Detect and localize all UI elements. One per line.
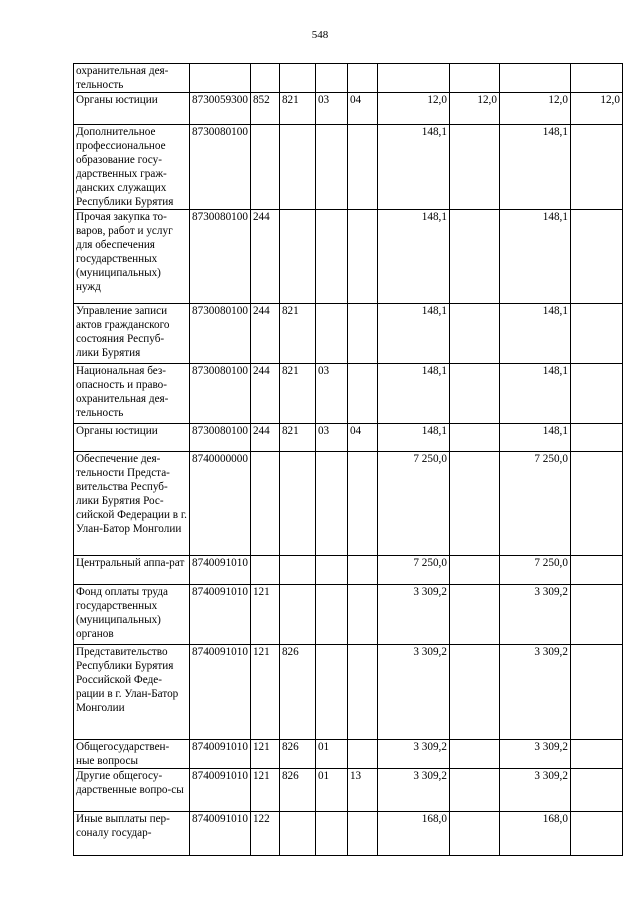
row-code: 8740091010	[190, 585, 251, 645]
table-row	[74, 210, 623, 304]
row-value-2	[449, 812, 499, 856]
row-name: Центральный аппа-рат	[74, 556, 190, 585]
row-value-4	[570, 740, 622, 769]
row-code: 8730059300	[190, 93, 251, 125]
row-value-2	[449, 452, 499, 556]
row-code: 8730080100	[190, 304, 251, 364]
row-ved	[279, 556, 315, 585]
row-value-1: 148,1	[377, 364, 449, 424]
row-kvr: 244	[250, 424, 279, 452]
row-code: 8730080100	[190, 364, 251, 424]
row-value-1: 7 250,0	[377, 452, 449, 556]
row-code: 8730080100	[190, 424, 251, 452]
table-row	[74, 64, 623, 93]
row-name: Фонд оплаты труда государственных (муниципальных) органов	[74, 585, 190, 645]
row-value-4	[570, 424, 622, 452]
row-value-2	[449, 210, 499, 304]
row-ved: 821	[279, 304, 315, 364]
row-pr	[347, 585, 377, 645]
row-code: 8740091010	[190, 556, 251, 585]
row-pr: 04	[347, 424, 377, 452]
row-value-2	[449, 364, 499, 424]
table-row	[74, 769, 623, 812]
table-row	[74, 452, 623, 556]
row-value-1: 3 309,2	[377, 740, 449, 769]
row-value-4: 12,0	[570, 93, 622, 125]
row-ved: 821	[279, 424, 315, 452]
row-code: 8740000000	[190, 452, 251, 556]
row-rz	[315, 64, 347, 93]
row-name: Органы юстиции	[74, 93, 190, 125]
row-value-3: 168,0	[499, 812, 570, 856]
row-name: Общегосударствен-ные вопросы	[74, 740, 190, 769]
row-value-3: 148,1	[499, 304, 570, 364]
row-pr	[347, 304, 377, 364]
table-row	[74, 364, 623, 424]
row-value-1: 168,0	[377, 812, 449, 856]
row-name: Иные выплаты пер-соналу государ-	[74, 812, 190, 856]
row-ved: 826	[279, 740, 315, 769]
row-code: 8740091010	[190, 645, 251, 740]
table-row	[74, 125, 623, 210]
table-row	[74, 304, 623, 364]
row-rz: 03	[315, 424, 347, 452]
row-value-1: 148,1	[377, 210, 449, 304]
row-value-4	[570, 64, 622, 93]
row-value-3: 148,1	[499, 364, 570, 424]
row-pr	[347, 210, 377, 304]
row-ved: 821	[279, 364, 315, 424]
table-row	[74, 585, 623, 645]
table-row	[74, 556, 623, 585]
row-rz: 03	[315, 93, 347, 125]
row-code: 8740091010	[190, 769, 251, 812]
row-rz	[315, 125, 347, 210]
row-rz: 01	[315, 769, 347, 812]
row-value-2	[449, 769, 499, 812]
row-value-2	[449, 740, 499, 769]
row-pr	[347, 556, 377, 585]
row-value-2	[449, 585, 499, 645]
row-value-3: 148,1	[499, 125, 570, 210]
row-value-4	[570, 210, 622, 304]
row-pr	[347, 364, 377, 424]
row-value-1	[377, 64, 449, 93]
table-row	[74, 93, 623, 125]
row-value-3: 3 309,2	[499, 645, 570, 740]
row-pr	[347, 812, 377, 856]
row-value-4	[570, 556, 622, 585]
row-value-1: 12,0	[377, 93, 449, 125]
row-name: охранительная дея-тельность	[74, 64, 190, 93]
row-value-4	[570, 585, 622, 645]
row-name: Представительство Республики Бурятия Российской Феде-рации в г. Улан-Батор Монголии	[74, 645, 190, 740]
row-value-1: 3 309,2	[377, 645, 449, 740]
row-ved	[279, 210, 315, 304]
row-value-3: 12,0	[499, 93, 570, 125]
row-ved: 826	[279, 645, 315, 740]
row-ved	[279, 452, 315, 556]
row-value-1: 148,1	[377, 304, 449, 364]
row-rz	[315, 556, 347, 585]
row-value-4	[570, 452, 622, 556]
row-value-4	[570, 645, 622, 740]
row-value-1: 7 250,0	[377, 556, 449, 585]
row-pr: 04	[347, 93, 377, 125]
row-value-1: 3 309,2	[377, 769, 449, 812]
row-kvr: 121	[250, 740, 279, 769]
row-value-4	[570, 304, 622, 364]
table-row	[74, 740, 623, 769]
row-value-3: 148,1	[499, 210, 570, 304]
row-ved	[279, 585, 315, 645]
row-pr: 13	[347, 769, 377, 812]
row-kvr: 852	[250, 93, 279, 125]
row-kvr	[250, 556, 279, 585]
row-value-3: 3 309,2	[499, 769, 570, 812]
row-value-3: 3 309,2	[499, 740, 570, 769]
row-rz	[315, 210, 347, 304]
row-rz	[315, 645, 347, 740]
row-value-2	[449, 64, 499, 93]
row-kvr: 244	[250, 210, 279, 304]
row-ved	[279, 812, 315, 856]
row-value-2	[449, 304, 499, 364]
row-value-2	[449, 125, 499, 210]
row-value-1: 148,1	[377, 125, 449, 210]
row-rz	[315, 452, 347, 556]
row-code: 8740091010	[190, 740, 251, 769]
row-value-4	[570, 125, 622, 210]
row-ved: 826	[279, 769, 315, 812]
row-kvr: 121	[250, 585, 279, 645]
row-name: Управление записи актов гражданского состояния Респуб-лики Бурятия	[74, 304, 190, 364]
row-kvr: 121	[250, 645, 279, 740]
row-name: Обеспечение дея-тельности Предста-вительства Респуб-лики Бурятия Рос-сийской Федерации в г. Улан-Батор Монголии	[74, 452, 190, 556]
row-value-1: 148,1	[377, 424, 449, 452]
row-kvr: 121	[250, 769, 279, 812]
budget-table	[73, 63, 623, 856]
row-name: Органы юстиции	[74, 424, 190, 452]
row-value-3: 3 309,2	[499, 585, 570, 645]
row-value-2	[449, 424, 499, 452]
row-code: 8730080100	[190, 125, 251, 210]
row-pr	[347, 125, 377, 210]
row-value-3: 148,1	[499, 424, 570, 452]
row-name: Дополнительное профессиональное образование госу-дарственных граж-данских служащих Республики Бурятия	[74, 125, 190, 210]
page-number: 548	[311, 29, 329, 41]
row-value-2	[449, 556, 499, 585]
row-rz	[315, 304, 347, 364]
row-value-3: 7 250,0	[499, 556, 570, 585]
row-rz	[315, 812, 347, 856]
row-kvr: 122	[250, 812, 279, 856]
row-kvr	[250, 452, 279, 556]
row-pr	[347, 740, 377, 769]
row-pr	[347, 64, 377, 93]
row-value-2	[449, 645, 499, 740]
row-kvr: 244	[250, 364, 279, 424]
row-name: Национальная без-опасность и право-охранительная дея-тельность	[74, 364, 190, 424]
row-value-2: 12,0	[449, 93, 499, 125]
row-ved	[279, 125, 315, 210]
row-pr	[347, 645, 377, 740]
row-value-1: 3 309,2	[377, 585, 449, 645]
table-row	[74, 645, 623, 740]
row-kvr	[250, 64, 279, 93]
row-ved	[279, 64, 315, 93]
row-rz	[315, 585, 347, 645]
row-name: Прочая закупка то-варов, работ и услуг для обеспечения государственных (муниципальных) нужд	[74, 210, 190, 304]
row-value-4	[570, 769, 622, 812]
row-code	[190, 64, 251, 93]
row-code: 8730080100	[190, 210, 251, 304]
table-row	[74, 812, 623, 856]
row-kvr	[250, 125, 279, 210]
row-rz: 01	[315, 740, 347, 769]
row-value-4	[570, 364, 622, 424]
row-value-3	[499, 64, 570, 93]
row-name: Другие общегосу-дарственные вопро-сы	[74, 769, 190, 812]
row-value-3: 7 250,0	[499, 452, 570, 556]
row-ved: 821	[279, 93, 315, 125]
row-code: 8740091010	[190, 812, 251, 856]
table-row	[74, 424, 623, 452]
row-pr	[347, 452, 377, 556]
row-rz: 03	[315, 364, 347, 424]
row-value-4	[570, 812, 622, 856]
row-kvr: 244	[250, 304, 279, 364]
